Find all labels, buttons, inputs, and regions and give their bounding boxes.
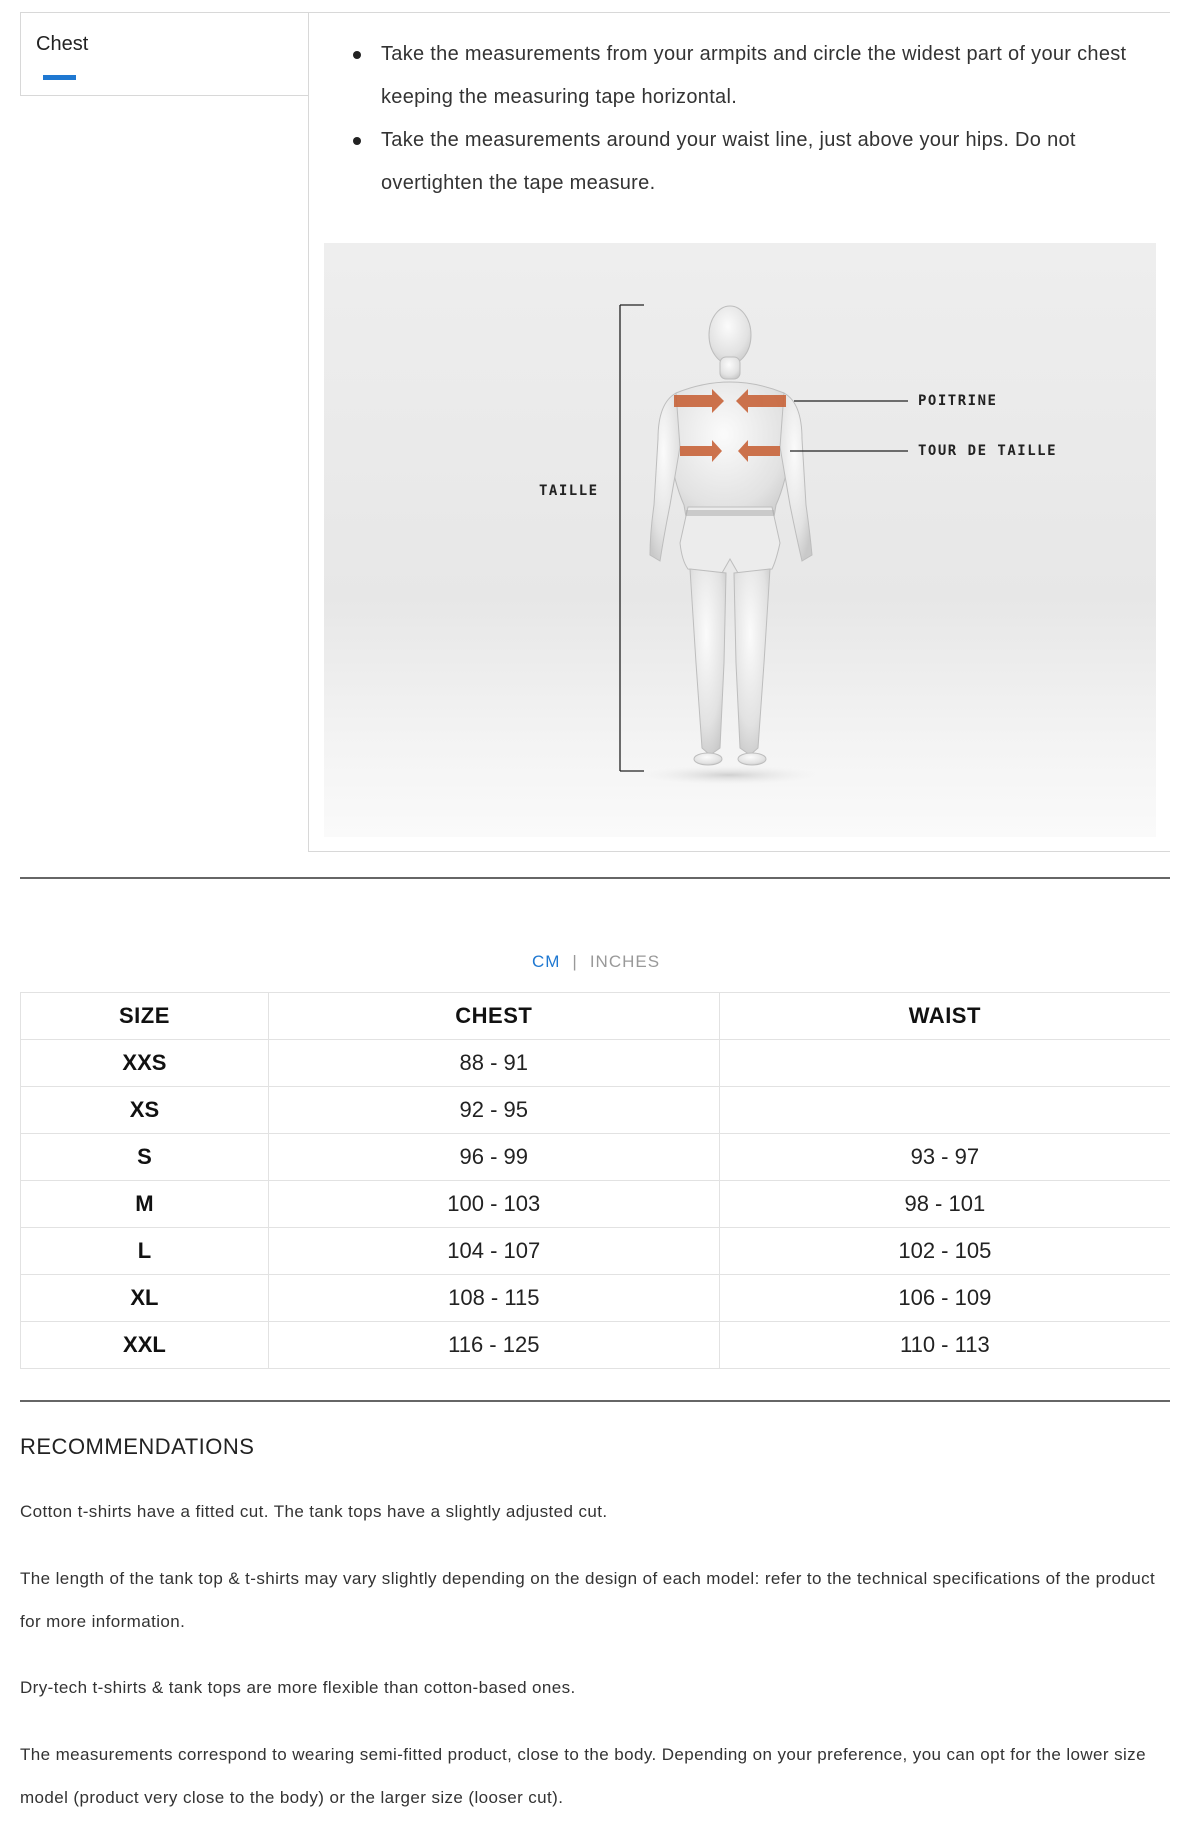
size-cell: XXS: [21, 1040, 269, 1087]
table-row: [21, 1228, 1171, 1275]
recommendation-paragraph: Dry-tech t-shirts & tank tops are more flexible than cotton-based ones.: [20, 1678, 576, 1697]
header-waist: WAIST: [719, 993, 1170, 1040]
recommendation-paragraph: Cotton t-shirts have a fitted cut. The tank tops have a slightly adjusted cut.: [20, 1502, 608, 1521]
chest-cell: 116 - 125: [268, 1322, 719, 1369]
waist-cell: 98 - 101: [719, 1181, 1170, 1228]
waist-label: TOUR DE TAILLE: [918, 443, 1058, 459]
mannequin: [650, 306, 812, 765]
waist-cell: 93 - 97: [719, 1134, 1170, 1181]
size-cell: XXL: [21, 1322, 269, 1369]
tab-panel: [308, 12, 1170, 852]
chest-cell: 96 - 99: [268, 1134, 719, 1181]
table-row: [21, 1181, 1171, 1228]
waist-cell: 102 - 105: [719, 1228, 1170, 1275]
unit-separator: |: [572, 952, 578, 971]
body-figure-illustration: [324, 243, 1156, 837]
floor-shadow: [639, 765, 819, 785]
table-row: [21, 1322, 1171, 1369]
unit-inches-button[interactable]: INCHES: [589, 952, 661, 971]
tab-chest-label: Chest: [36, 33, 89, 55]
table-row: [21, 1134, 1171, 1181]
waist-cell: [719, 1040, 1170, 1087]
instruction-waist: Take the measurements around your waist line, just above your hips. Do not overtighten the tape measure.: [343, 119, 1143, 205]
unit-cm-button[interactable]: CM: [531, 952, 561, 971]
size-cell: S: [21, 1134, 269, 1181]
waist-cell: 106 - 109: [719, 1275, 1170, 1322]
chest-cell: 88 - 91: [268, 1040, 719, 1087]
header-chest: CHEST: [268, 993, 719, 1040]
size-cell: M: [21, 1181, 269, 1228]
measurement-guide: [20, 12, 1170, 852]
section-divider: [20, 1400, 1170, 1402]
recommendations-title: RECOMMENDATIONS: [20, 1434, 255, 1459]
chest-cell: 92 - 95: [268, 1087, 719, 1134]
tab-chest[interactable]: [21, 13, 309, 97]
size-cell: L: [21, 1228, 269, 1275]
size-cell: XS: [21, 1087, 269, 1134]
measurement-tabs: [20, 12, 308, 96]
instruction-chest: Take the measurements from your armpits and circle the widest part of your chest keeping the measuring tape horizontal.: [343, 33, 1143, 119]
table-row: [21, 1087, 1171, 1134]
chest-cell: 104 - 107: [268, 1228, 719, 1275]
size-cell: XL: [21, 1275, 269, 1322]
chest-cell: 108 - 115: [268, 1275, 719, 1322]
chest-label: POITRINE: [918, 393, 998, 409]
section-divider: [20, 877, 1170, 879]
waist-cell: 110 - 113: [719, 1322, 1170, 1369]
size-chart-table: [20, 992, 1170, 1369]
unit-switch: [0, 952, 1192, 972]
recommendation-paragraph: The measurements correspond to wearing semi-fitted product, close to the body. Depending on your preference, you can opt for the lower size model (product very close to the body) or the larger size (looser cut).: [20, 1745, 1146, 1807]
chest-cell: 100 - 103: [268, 1181, 719, 1228]
body-measurement-figure: [324, 243, 1156, 837]
table-row: [21, 1275, 1171, 1322]
table-row: [21, 1040, 1171, 1087]
tab-active-indicator: [43, 75, 76, 80]
table-header-row: [21, 993, 1171, 1040]
recommendation-paragraph: The length of the tank top & t-shirts may vary slightly depending on the design of each model: refer to the technical specifications of the product for more information.: [20, 1569, 1156, 1631]
instructions-list: [343, 33, 1143, 205]
height-label: TAILLE: [539, 483, 599, 499]
waist-cell: [719, 1087, 1170, 1134]
height-measure-line: [620, 305, 644, 771]
header-size: SIZE: [21, 993, 269, 1040]
